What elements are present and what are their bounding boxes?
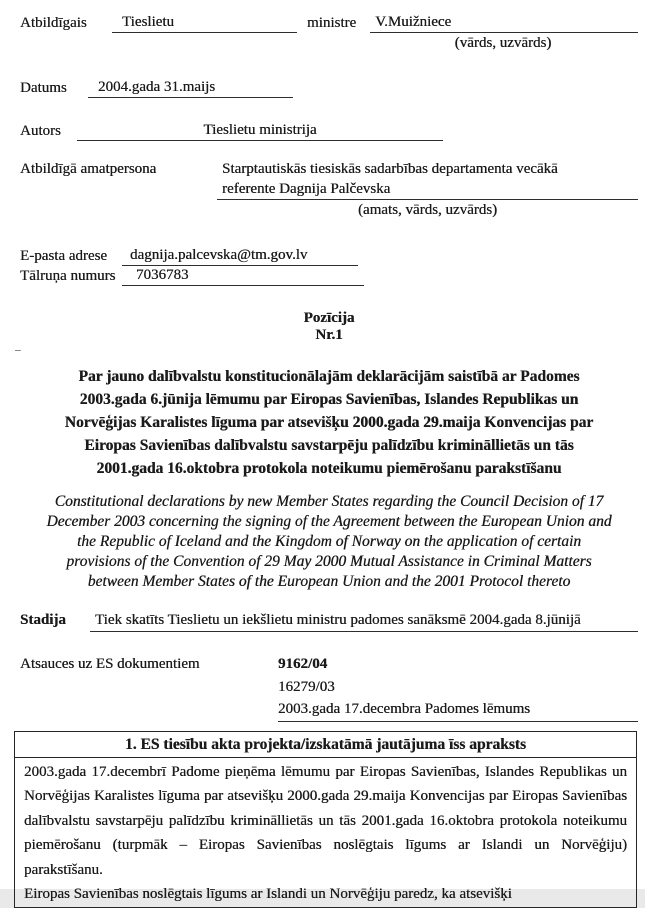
author-label: Autors [20, 121, 77, 141]
email-row [20, 246, 638, 266]
references-label: Atsauces uz ES dokumentiem [20, 653, 278, 676]
official-row [20, 159, 638, 200]
section1-table [14, 731, 637, 908]
responsible-mid-label: ministre [307, 13, 356, 33]
official-label: Atbildīgā amatpersona [20, 159, 222, 179]
references-row [20, 653, 638, 722]
reference-item: 9162/04 [278, 653, 638, 676]
phone-row [20, 266, 638, 286]
position-heading: Pozīcija [20, 310, 638, 327]
official-field [217, 159, 638, 200]
reference-item: 16279/03 [278, 676, 638, 699]
responsible-row [20, 12, 638, 33]
phone-label: Tālruņa numurs [20, 267, 122, 286]
email-field: dagnija.palcevska@tm.gov.lv [122, 246, 358, 266]
official-name-line: referente Dagnija Palčevska [222, 181, 390, 197]
responsible-caption: (vārds, uzvārds) [368, 33, 638, 53]
scan-artifact-mark: – [15, 344, 21, 356]
author-field: Tieslietu ministrija [77, 120, 443, 141]
stage-row [20, 610, 638, 632]
responsible-name-field: V.Muižniece [370, 12, 638, 33]
date-row [20, 77, 638, 98]
reference-item: 2003.gada 17.decembra Padomes lēmums [278, 698, 638, 722]
responsible-ministry-field: Tieslietu [112, 12, 297, 33]
section1-body [15, 758, 636, 908]
date-label: Datums [20, 78, 88, 98]
stage-field: Tiek skatīts Tieslietu un iekšlietu ministru padomes sanāksmē 2004.gada 8.jūnijā [90, 610, 638, 632]
official-caption: (amats, vārds, uzvārds) [217, 200, 638, 220]
responsible-label: Atbildīgais [20, 13, 112, 33]
date-field: 2004.gada 31.maijs [88, 77, 293, 98]
references-list [270, 653, 638, 722]
stage-label: Stadija [20, 610, 95, 631]
section1-paragraph: Eiropas Savienības noslēgtais līgums ar Islandi un Norvēģiju paredz, ka atsevišķi [24, 882, 627, 907]
official-position-line: Starptautiskās tiesiskās sadarbības departamenta vecākā [222, 161, 558, 177]
position-number: Nr.1 [20, 327, 638, 344]
author-row [20, 120, 638, 141]
email-label: E-pasta adrese [20, 247, 122, 266]
position-heading-block [20, 310, 638, 344]
document-title-lv: Par jauno dalībvalstu konstitucionālajām deklarācijām saistībā ar Padomes 2003.gada 6.jūnija lēmumu par Eiropas Savienības, Islandes Republikas un Norvēģijas Karalistes līguma par atsevišķu 2000.gada 29.maija Konvencijas par Eiropas Savienības dalībvalstu savstarpēju palīdzību krimināllietās un tās 2001.gada 16.oktobra protokola noteikumu piemērošanu parakstīšanu [20, 365, 638, 480]
section1-header: 1. ES tiesību akta projekta/izskatāmā jautājuma īss apraksts [15, 732, 636, 758]
section1-paragraph: 2003.gada 17.decembrī Padome pieņēma lēmumu par Eiropas Savienības, Islandes Republikas un Norvēģijas Karalistes līguma par atsevišķu 2000.gada 29.maija Konvencijas par Eiropas Savienības dalībvalstu savstarpēju palīdzību krimināllietās un tās 2001.gada 16.oktobra protokola noteikumu piemērošanu (turpmāk – Eiropas Savienības noslēgtais līgums ar Islandi un Norvēģiju) parakstīšanu. [24, 760, 627, 883]
phone-field: 7036783 [122, 266, 364, 286]
document-title-en: Constitutional declarations by new Member States regarding the Council Decision of 17 December 2003 concerning the signing of the Agreement between the European Union and the Republic of Iceland and the Kingdom of Norway on the application of certain provisions of the Convention of 29 May 2000 Mutual Assistance in Criminal Matters between Member States of the European Union and the 2001 Protocol thereto [20, 492, 638, 592]
